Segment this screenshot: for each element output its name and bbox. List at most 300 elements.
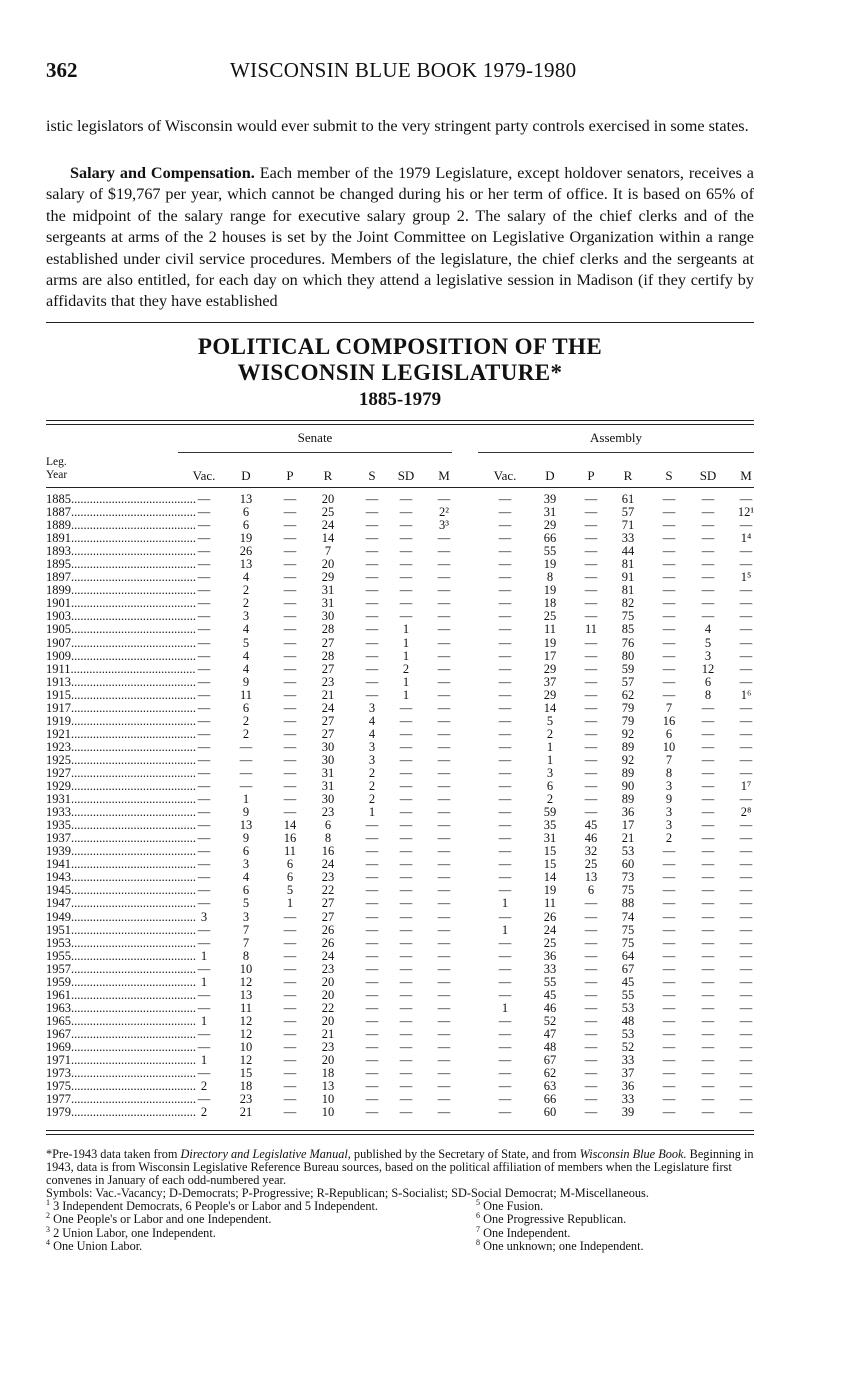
assembly-cell-sd: — xyxy=(701,792,715,807)
senate-cell-d: 5 xyxy=(242,896,250,911)
senate-cell-m: — xyxy=(437,1026,451,1041)
table-bottom-rule xyxy=(46,1130,754,1131)
assembly-cell-p: — xyxy=(584,674,598,689)
assembly-cell-m: — xyxy=(739,974,753,989)
assembly-cell-p: 45 xyxy=(584,818,598,833)
assembly-cell-r: 75 xyxy=(621,609,635,624)
senate-cell-d: 3 xyxy=(242,909,250,924)
senate-cell-m: — xyxy=(437,648,451,663)
senate-cell-s: — xyxy=(365,974,379,989)
assembly-cell-vac: 1 xyxy=(501,922,509,937)
assembly-cell-r: 55 xyxy=(621,987,635,1002)
senate-cell-m: — xyxy=(437,935,451,950)
senate-cell-d: 7 xyxy=(242,922,250,937)
assembly-cell-vac: — xyxy=(498,805,512,820)
source-note: *Pre-1943 data taken from Directory and Legislative Manual, published by the Secretary of State, and from Wisconsin Blue Book. Beginning in 1943, data is from Wisconsin Legislative Reference Bureau sources, based on the political affiliation of members when the Legislature first convenes in January of each odd-numbered year. xyxy=(46,1147,754,1187)
senate-cell-m: — xyxy=(437,596,451,611)
assembly-cell-sd: — xyxy=(701,544,715,559)
assembly-cell-sd: — xyxy=(701,1105,715,1120)
assembly-cell-d: 63 xyxy=(543,1079,557,1094)
table-notes xyxy=(46,1148,756,1260)
assembly-cell-d: 18 xyxy=(543,596,557,611)
assembly-cell-m: — xyxy=(739,909,753,924)
year-cell: 1965........................................ xyxy=(46,1013,196,1028)
senate-cell-p: — xyxy=(283,1066,297,1081)
senate-cell-m: — xyxy=(437,987,451,1002)
senate-cell-m: — xyxy=(437,1092,451,1107)
table-top-rule xyxy=(46,420,754,421)
assembly-cell-p: — xyxy=(584,961,598,976)
senate-cell-sd: — xyxy=(399,1105,413,1120)
assembly-cell-s: — xyxy=(662,922,676,937)
year-cell: 1939........................................ xyxy=(46,844,196,859)
assembly-cell-s: 3 xyxy=(665,779,673,794)
assembly-cell-m: 2⁸ xyxy=(740,805,752,820)
senate-cell-m: — xyxy=(437,661,451,676)
year-cell: 1979........................................ xyxy=(46,1105,196,1120)
assembly-cell-sd: 12 xyxy=(701,661,715,676)
senate-cell-sd: — xyxy=(399,518,413,533)
senate-cell-p: — xyxy=(283,1053,297,1068)
senate-cell-vac: — xyxy=(197,818,211,833)
senate-cell-r: 18 xyxy=(321,1066,335,1081)
assembly-cell-m: — xyxy=(739,648,753,663)
senate-cell-sd: — xyxy=(399,765,413,780)
senate-cell-p: — xyxy=(283,1079,297,1094)
senate-cell-sd: — xyxy=(399,700,413,715)
senate-cell-p: — xyxy=(283,779,297,794)
assembly-cell-m: — xyxy=(739,596,753,611)
senate-cell-d: 6 xyxy=(242,844,250,859)
table-row xyxy=(46,637,754,650)
assembly-cell-s: — xyxy=(662,531,676,546)
senate-cell-m: — xyxy=(437,909,451,924)
assembly-cell-p: — xyxy=(584,765,598,780)
assembly-cell-r: 60 xyxy=(621,857,635,872)
senate-cell-m: — xyxy=(437,1039,451,1054)
assembly-cell-r: 44 xyxy=(621,544,635,559)
senate-cell-sd: — xyxy=(399,948,413,963)
assembly-cell-r: 92 xyxy=(621,726,635,741)
assembly-cell-vac: — xyxy=(498,1013,512,1028)
assembly-cell-vac: — xyxy=(498,700,512,715)
senate-cell-s: — xyxy=(365,622,379,637)
assembly-cell-s: 7 xyxy=(665,752,673,767)
senate-cell-p: — xyxy=(283,700,297,715)
assembly-cell-m: — xyxy=(739,961,753,976)
assembly-cell-s: 10 xyxy=(662,739,676,754)
senate-cell-s: 3 xyxy=(368,739,376,754)
senate-cell-sd: — xyxy=(399,1013,413,1028)
assembly-cell-s: — xyxy=(662,622,676,637)
assembly-cell-p: 46 xyxy=(584,831,598,846)
assembly-cell-vac: — xyxy=(498,661,512,676)
senate-cell-vac: — xyxy=(197,870,211,885)
senate-cell-r: 23 xyxy=(321,805,335,820)
senate-cell-d: 6 xyxy=(242,518,250,533)
assembly-cell-s: — xyxy=(662,1026,676,1041)
senate-col-header-r: R xyxy=(323,468,333,483)
assembly-cell-d: 46 xyxy=(543,1000,557,1015)
senate-cell-r: 13 xyxy=(321,1079,335,1094)
assembly-cell-m: — xyxy=(739,609,753,624)
symbols-note: Symbols: Vac.-Vacancy; D-Democrats; P-Progressive; R-Republican; S-Socialist; SD-Social Democrat; M-Miscellaneous. xyxy=(46,1186,649,1200)
senate-cell-vac: — xyxy=(197,792,211,807)
assembly-cell-sd: — xyxy=(701,883,715,898)
senate-cell-r: 29 xyxy=(321,570,335,585)
senate-cell-d: 3 xyxy=(242,857,250,872)
assembly-cell-r: 67 xyxy=(621,961,635,976)
senate-cell-d: — xyxy=(239,779,253,794)
senate-cell-r: 14 xyxy=(321,531,335,546)
senate-cell-p: 6 xyxy=(286,870,294,885)
assembly-cell-sd: — xyxy=(701,596,715,611)
senate-cell-s: — xyxy=(365,648,379,663)
assembly-cell-m: 1⁵ xyxy=(740,570,752,585)
year-cell: 1971........................................ xyxy=(46,1053,196,1068)
assembly-cell-vac: — xyxy=(498,1026,512,1041)
senate-cell-s: — xyxy=(365,870,379,885)
table-row xyxy=(46,989,754,1002)
senate-col-header-p: P xyxy=(286,468,294,483)
year-cell: 1913........................................ xyxy=(46,674,196,689)
assembly-cell-p: — xyxy=(584,505,598,520)
senate-cell-sd: — xyxy=(399,779,413,794)
year-cell: 1889........................................ xyxy=(46,518,196,533)
senate-cell-m: 3³ xyxy=(439,518,449,533)
senate-cell-r: 28 xyxy=(321,648,335,663)
senate-cell-r: 26 xyxy=(321,922,335,937)
assembly-cell-m: — xyxy=(739,752,753,767)
assembly-cell-s: — xyxy=(662,896,676,911)
senate-cell-sd: — xyxy=(399,570,413,585)
year-cell: 1957........................................ xyxy=(46,961,196,976)
senate-cell-m: — xyxy=(437,818,451,833)
year-cell: 1969........................................ xyxy=(46,1039,196,1054)
table-row xyxy=(46,1028,754,1041)
assembly-cell-vac: — xyxy=(498,687,512,702)
senate-cell-s: — xyxy=(365,1105,379,1120)
year-cell: 1917........................................ xyxy=(46,700,196,715)
senate-cell-m: — xyxy=(437,622,451,637)
salary-heading: Salary and Compensation. xyxy=(70,164,255,182)
senate-cell-d: 11 xyxy=(239,1000,253,1015)
senate-cell-r: 30 xyxy=(321,792,335,807)
senate-cell-m: — xyxy=(437,570,451,585)
year-cell: 1945........................................ xyxy=(46,883,196,898)
senate-cell-r: 6 xyxy=(324,818,332,833)
senate-cell-r: 25 xyxy=(321,505,335,520)
assembly-cell-s: — xyxy=(662,1079,676,1094)
senate-cell-vac: — xyxy=(197,661,211,676)
assembly-cell-d: 29 xyxy=(543,518,557,533)
page-header xyxy=(46,58,756,92)
assembly-cell-m: — xyxy=(739,922,753,937)
assembly-cell-r: 37 xyxy=(621,1066,635,1081)
assembly-cell-p: — xyxy=(584,713,598,728)
senate-cell-r: 27 xyxy=(321,713,335,728)
assembly-cell-r: 81 xyxy=(621,583,635,598)
senate-cell-sd: — xyxy=(399,596,413,611)
year-cell: 1973........................................ xyxy=(46,1066,196,1081)
assembly-cell-vac: — xyxy=(498,674,512,689)
senate-cell-p: 1 xyxy=(286,896,294,911)
footnote-3: $^3$ 2 Union Labor, one Independent. xyxy=(46,1224,216,1240)
assembly-cell-r: 89 xyxy=(621,739,635,754)
senate-cell-p: — xyxy=(283,1039,297,1054)
senate-cell-p: — xyxy=(283,596,297,611)
senate-cell-sd: — xyxy=(399,974,413,989)
year-cell: 1911........................................ xyxy=(46,661,196,676)
assembly-cell-d: 19 xyxy=(543,557,557,572)
assembly-cell-vac: — xyxy=(498,570,512,585)
senate-cell-vac: 2 xyxy=(200,1105,208,1120)
assembly-cell-d: 14 xyxy=(543,700,557,715)
senate-cell-m: 2² xyxy=(439,505,449,520)
senate-cell-sd: — xyxy=(399,1079,413,1094)
senate-cell-s: — xyxy=(365,1079,379,1094)
assembly-cell-p: — xyxy=(584,635,598,650)
assembly-cell-m: — xyxy=(739,792,753,807)
senate-cell-r: 7 xyxy=(324,544,332,559)
assembly-cell-m: — xyxy=(739,1053,753,1068)
assembly-cell-r: 57 xyxy=(621,674,635,689)
senate-cell-r: 24 xyxy=(321,857,335,872)
assembly-cell-vac: — xyxy=(498,557,512,572)
assembly-cell-m: — xyxy=(739,492,753,506)
assembly-cell-vac: — xyxy=(498,518,512,533)
assembly-cell-p: — xyxy=(584,700,598,715)
senate-cell-r: 26 xyxy=(321,935,335,950)
assembly-cell-vac: — xyxy=(498,492,512,506)
assembly-cell-sd: — xyxy=(701,1066,715,1081)
assembly-cell-p: — xyxy=(584,661,598,676)
senate-cell-sd: — xyxy=(399,909,413,924)
assembly-cell-r: 36 xyxy=(621,805,635,820)
assembly-cell-vac: — xyxy=(498,792,512,807)
assembly-cell-sd: — xyxy=(701,805,715,820)
senate-cell-d: 6 xyxy=(242,883,250,898)
year-cell: 1899........................................ xyxy=(46,583,196,598)
senate-cell-sd: — xyxy=(399,505,413,520)
senate-cell-m: — xyxy=(437,687,451,702)
year-cell: 1891........................................ xyxy=(46,531,196,546)
senate-cell-m: — xyxy=(437,713,451,728)
assembly-cell-m: — xyxy=(739,1105,753,1120)
senate-cell-p: — xyxy=(283,544,297,559)
assembly-cell-d: 2 xyxy=(546,792,554,807)
senate-cell-d: 4 xyxy=(242,622,250,637)
assembly-cell-vac: — xyxy=(498,883,512,898)
senate-cell-vac: — xyxy=(197,726,211,741)
senate-cell-r: 20 xyxy=(321,974,335,989)
assembly-col-header-vac: Vac. xyxy=(493,468,517,483)
assembly-cell-s: — xyxy=(662,961,676,976)
senate-cell-sd: — xyxy=(399,544,413,559)
assembly-cell-vac: — xyxy=(498,726,512,741)
senate-cell-s: — xyxy=(365,831,379,846)
assembly-cell-d: 1 xyxy=(546,739,554,754)
assembly-cell-p: — xyxy=(584,544,598,559)
senate-cell-d: 19 xyxy=(239,531,253,546)
senate-cell-vac: — xyxy=(197,622,211,637)
senate-cell-sd: — xyxy=(399,1053,413,1068)
assembly-cell-vac: — xyxy=(498,1092,512,1107)
assembly-cell-s: — xyxy=(662,870,676,885)
footnote-8: $^8$ One unknown; one Independent. xyxy=(476,1237,644,1253)
assembly-cell-s: — xyxy=(662,505,676,520)
assembly-cell-d: 25 xyxy=(543,935,557,950)
year-cell: 1925........................................ xyxy=(46,752,196,767)
senate-cell-sd: — xyxy=(399,609,413,624)
year-cell: 1975........................................ xyxy=(46,1079,196,1094)
senate-cell-r: 20 xyxy=(321,987,335,1002)
assembly-cell-sd: — xyxy=(701,948,715,963)
senate-cell-s: — xyxy=(365,883,379,898)
senate-cell-d: 11 xyxy=(239,687,253,702)
senate-cell-sd: — xyxy=(399,1026,413,1041)
assembly-cell-r: 17 xyxy=(621,818,635,833)
senate-cell-sd: — xyxy=(399,752,413,767)
senate-cell-sd: — xyxy=(399,492,413,506)
senate-cell-r: 22 xyxy=(321,1000,335,1015)
senate-cell-vac: — xyxy=(197,648,211,663)
senate-cell-r: 21 xyxy=(321,1026,335,1041)
assembly-cell-p: 32 xyxy=(584,844,598,859)
assembly-cell-s: — xyxy=(662,948,676,963)
assembly-cell-sd: — xyxy=(701,974,715,989)
assembly-cell-sd: 5 xyxy=(704,635,712,650)
senate-cell-vac: — xyxy=(197,609,211,624)
year-cell: 1967........................................ xyxy=(46,1026,196,1041)
senate-cell-vac: — xyxy=(197,987,211,1002)
senate-cell-p: — xyxy=(283,518,297,533)
assembly-cell-s: — xyxy=(662,974,676,989)
assembly-cell-s: — xyxy=(662,844,676,859)
assembly-cell-r: 79 xyxy=(621,713,635,728)
assembly-cell-p: — xyxy=(584,974,598,989)
senate-cell-s: — xyxy=(365,635,379,650)
senate-cell-vac: — xyxy=(197,635,211,650)
senate-cell-sd: 2 xyxy=(402,661,410,676)
table-row xyxy=(46,728,754,741)
assembly-cell-p: — xyxy=(584,792,598,807)
senate-cell-vac: — xyxy=(197,557,211,572)
assembly-cell-vac: — xyxy=(498,844,512,859)
assembly-cell-d: 19 xyxy=(543,583,557,598)
senate-cell-d: 2 xyxy=(242,713,250,728)
senate-cell-p: — xyxy=(283,609,297,624)
assembly-cell-s: — xyxy=(662,609,676,624)
senate-cell-sd: — xyxy=(399,531,413,546)
assembly-cell-sd: — xyxy=(701,518,715,533)
assembly-cell-d: 19 xyxy=(543,635,557,650)
senate-cell-vac: — xyxy=(197,505,211,520)
year-cell: 1961........................................ xyxy=(46,987,196,1002)
assembly-cell-r: 52 xyxy=(621,1039,635,1054)
senate-cell-vac: — xyxy=(197,674,211,689)
assembly-cell-m: — xyxy=(739,1092,753,1107)
senate-cell-d: 4 xyxy=(242,648,250,663)
assembly-cell-s: — xyxy=(662,1000,676,1015)
assembly-cell-d: 31 xyxy=(543,831,557,846)
assembly-cell-sd: — xyxy=(701,818,715,833)
assembly-group-label: Assembly xyxy=(590,430,642,445)
senate-cell-p: — xyxy=(283,1105,297,1120)
senate-cell-vac: — xyxy=(197,531,211,546)
table-row xyxy=(46,911,754,924)
senate-cell-d: 12 xyxy=(239,1026,253,1041)
assembly-cell-s: 9 xyxy=(665,792,673,807)
assembly-cell-r: 45 xyxy=(621,974,635,989)
senate-col-header-s: S xyxy=(368,468,376,483)
senate-cell-d: — xyxy=(239,752,253,767)
senate-cell-vac: — xyxy=(197,831,211,846)
assembly-cell-r: 33 xyxy=(621,1053,635,1068)
assembly-cell-sd: — xyxy=(701,870,715,885)
salary-body: Each member of the 1979 Legislature, except holdover senators, receives a salary of $19,767 per year, which cannot be changed during his or her term of office. It is based on 65% of the midpoint of the salary range for executive salary group 2. The salary of the chief clerks and of the sergeants at arms of the 2 houses is set by the Joint Committee on Legislative Organization within a range established under civil service procedures. Members of the legislature, the chief clerks and the sergeants at arms are also entitled, for each day on which they attend a legislative session in Madison (if they certify by affidavits that they have established xyxy=(46,164,754,311)
table-top-rule-2 xyxy=(46,424,754,425)
assembly-cell-vac: — xyxy=(498,609,512,624)
assembly-cell-p: 6 xyxy=(587,883,595,898)
senate-cell-vac: — xyxy=(197,1026,211,1041)
assembly-cell-vac: — xyxy=(498,857,512,872)
assembly-cell-vac: — xyxy=(498,935,512,950)
year-cell: 1947........................................ xyxy=(46,896,196,911)
assembly-cell-vac: 1 xyxy=(501,1000,509,1015)
assembly-cell-vac: — xyxy=(498,1105,512,1120)
senate-cell-s: — xyxy=(365,583,379,598)
assembly-cell-r: 53 xyxy=(621,844,635,859)
assembly-cell-r: 62 xyxy=(621,687,635,702)
assembly-cell-r: 61 xyxy=(621,492,635,506)
senate-cell-p: 14 xyxy=(283,818,297,833)
assembly-cell-p: — xyxy=(584,583,598,598)
senate-cell-p: — xyxy=(283,505,297,520)
assembly-cell-m: — xyxy=(739,844,753,859)
senate-cell-sd: 1 xyxy=(402,674,410,689)
senate-cell-r: 30 xyxy=(321,752,335,767)
senate-cell-d: 21 xyxy=(239,1105,253,1120)
assembly-cell-sd: — xyxy=(701,935,715,950)
year-cell: 1905........................................ xyxy=(46,622,196,637)
senate-col-header-d: D xyxy=(241,468,251,483)
assembly-cell-d: 35 xyxy=(543,818,557,833)
assembly-cell-d: 11 xyxy=(543,896,557,911)
assembly-cell-d: 48 xyxy=(543,1039,557,1054)
assembly-cell-r: 71 xyxy=(621,518,635,533)
year-cell: 1931........................................ xyxy=(46,792,196,807)
assembly-cell-m: — xyxy=(739,883,753,898)
senate-cell-vac: — xyxy=(197,544,211,559)
year-cell: 1951........................................ xyxy=(46,922,196,937)
section-rule xyxy=(46,322,754,323)
assembly-cell-p: — xyxy=(584,739,598,754)
footnote-5: $^5$ One Fusion. xyxy=(476,1197,544,1213)
assembly-cell-p: — xyxy=(584,1092,598,1107)
senate-cell-sd: — xyxy=(399,831,413,846)
senate-cell-m: — xyxy=(437,948,451,963)
senate-cell-s: — xyxy=(365,687,379,702)
assembly-cell-vac: — xyxy=(498,831,512,846)
assembly-cell-m: — xyxy=(739,739,753,754)
senate-cell-r: 27 xyxy=(321,896,335,911)
assembly-cell-sd: — xyxy=(701,857,715,872)
senate-cell-m: — xyxy=(437,922,451,937)
senate-cell-sd: 1 xyxy=(402,635,410,650)
assembly-cell-d: 66 xyxy=(543,1092,557,1107)
senate-group-rule xyxy=(178,452,452,453)
